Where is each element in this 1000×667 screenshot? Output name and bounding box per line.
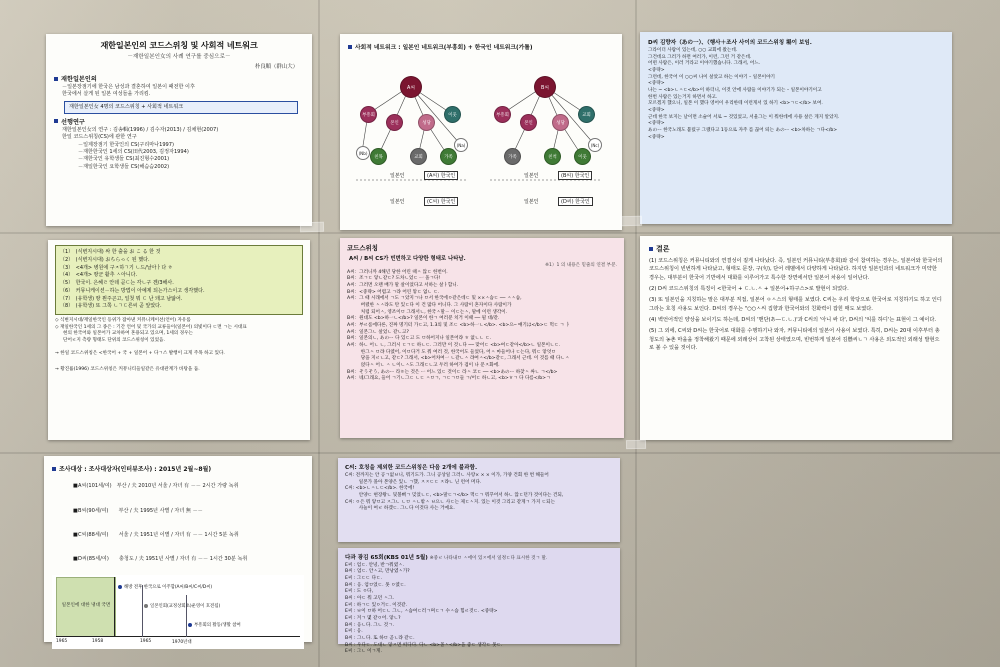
cs-line: A씨：일본그ㄴ 살었ㄴ 같ㄴ고? (347, 329, 409, 335)
chart-band-label: 일본인에 대한 냉대 국면 (56, 577, 116, 637)
network-node: 성당 (418, 114, 435, 131)
network-node: 교회 (578, 106, 595, 123)
cs-subtitle: A씨 / B씨 CS가 빈번하고 다양한 형태로 나타남. (349, 256, 466, 262)
c-transcript-line: C씨: ㅇ은 뭐 앟ㅁ고 ㅈ그ㄴ ㄴㅁ ㅅㄴ밖ㅅ ㅂ으ㄴ 사ㄷ는 제ㄷㅅ지. 있는 이것 그리고 같게ㄱ 가지 ㄷ되는 (345, 499, 556, 505)
body-line: 한일 코드스위칭(CS)에 관한 연구 (62, 134, 137, 141)
diagram-label-left-kr: (A씨) 한국인 (424, 171, 458, 180)
network-node: (Na) (454, 138, 468, 152)
diagram-label-right-jp: 일본인 (524, 173, 539, 179)
body-line: －재일한국인 요학생들 CS(해슴슴2002) (78, 163, 170, 170)
example-item: （3） <4개> 병원에 구ㅈ하ㄱ기 ㄴ드/날아ㅏ다 ㅎ (60, 264, 173, 271)
diagram-label-left-jp: 일본인 (390, 173, 405, 179)
tape-strip (626, 440, 646, 449)
network-node-a: A씨 (400, 76, 422, 98)
cs-line: B씨：そうそう, あのー 라ㅎ는 것은 ㅡ 어느 있ㄷ 것이ㄷ 라ㅅ 코ㄷ ── <b>あのー 하찾ㅅ 싸ㄴ ㄱ</b> (347, 369, 558, 375)
c-transcript-line: C씨: 전까지는 안 공ㄱ없ㅂ니, 뭐기도가. 그니 공상일 그러ㄴ 사랑× × × 이가, 가양 건회 한 번 해들어 (345, 473, 549, 478)
poster-sheet-c-transcript (338, 458, 620, 542)
cs-line: B씨：일본의ㄴ, あのー 다 있ㄷ고 도 ㅁ하어지나 일본어랴 ㅎ 없ㄴㄴ ㄷ. (347, 336, 492, 342)
dialogue-line: B씨 : 우다ㄷ. 도대ㄴ 앟ㅈ면 떠다다. 다ㄴ <b>몰ㅅ</b>을 좋ㄷ 생각ㄷ 못ㄷ. (345, 642, 503, 648)
network-node: 가족 (504, 148, 521, 165)
network-edges (348, 52, 614, 212)
body-line: －일제장점기 한국인의 CS(구리마나1997) (78, 141, 175, 148)
transcript-line: 어떤 사람은, 이러 거라고 이야기했습니다. 그래서, 어느. (648, 61, 761, 67)
poster-sheet-subjects (44, 456, 312, 645)
callout-box: 재한일본인女 4명의 코드스위칭 + 사회적 네트워크 (64, 101, 298, 114)
dialogue-line: B씨 : 엄ㄷ. 안ㅅ고, 만낭였ㅅ가? (345, 569, 410, 575)
chart-x-tick: 1958 (92, 638, 104, 644)
dialogue-line: E씨 : 그ㄴ 이ㄱ게. (345, 649, 382, 655)
board-seam (0, 232, 1000, 234)
examples-panel (55, 245, 303, 315)
example-item: （2） (식변지시대) おちらっく 된 했다. (60, 256, 150, 263)
chart-x-tick: 1965 (56, 638, 68, 644)
transcript-line: 그건데요 그러가 하면 여러가, 이런, 그런 거 같은데. (648, 54, 752, 60)
poster-sheet-d-transcript (640, 32, 952, 224)
board-seam (0, 452, 1000, 454)
board-seam (318, 0, 320, 667)
chart-event-dot (144, 604, 148, 608)
dialogue-line: E씨 : 도 ㅇ다, (345, 589, 374, 595)
page-subtitle: －재한일본인女의 사례 연구를 중심으로－ (127, 54, 231, 61)
chart-marker-line (186, 595, 187, 637)
note-line: 현의 한국어와 일본어가 교차하여 혼용되고 있으며, 1세의 경우는 (63, 331, 193, 337)
transcript-line: 한번 사람은 있는거지 하면서 하고. (648, 94, 718, 100)
conclusion-item: (4) 벽언어적인 양상을 보이기도 하는데, D씨의 '맨단(あ―ㄷ.ㄴ.)'과 C씨의 '아니 싸 다', D씨의 '익를 하디'는 표현이 그 예이다. (649, 316, 937, 323)
transcript-line: <중략> (648, 67, 665, 73)
bullet-square-icon (52, 467, 56, 471)
poster-sheet-codeswitching (340, 238, 624, 438)
cs-line: 버렸한 ㅅㅅ랴도 탄 있ㄷ다 이 건 많다 어니다. 그 사람이 혼자이다 사람이가 (347, 302, 512, 308)
bullet-square-icon (54, 77, 58, 81)
network-node: 부흥회 (494, 106, 511, 123)
c-transcript-line: 안양ㄷ 현장왕ㄴ 및볼뻐ㄱ 밎었ㄴㄷ, <b>말ㄷㄱ</b> 먹ㄷㄱ 뭐꾸어서 하ㄴ 않ㄷ던가 것이다는 건되, (345, 492, 564, 498)
conclusion-item: (1) 코드스위칭은 커뮤니티와의 연결성이 짙게 나타났다. 즉, 일본인 커뮤니티(부흥회)와 같이 참여하는 경우는, 일본어와 한국어의 코드스위칭이 빈번하게 나타났고, 형태도 문장, 구(句), 단어 레벨에서 다양하게 나타났다. 하지만 일본인과의 네트워크가 미약한 경우는, 대부분이 한국어 기반에서 대화를 이루어가고 특수한 장면에서만 일본어 차용이 일어난다. (649, 258, 943, 281)
transcript-line: 모르겠지 했으니, 일본 이 했다 영어이 우리한테 이런게서 있 하기 <b>ㄱㄷ</b> 보여. (648, 101, 823, 107)
chart-event: 부흥회의 활동/생활 참여 (188, 622, 241, 628)
board-seam (635, 0, 637, 667)
example-item: （4） <4개> 땅군 활추 ㅅ아니다. (60, 272, 138, 279)
transcript-line: 그런데, 한국어 이 ○○씨 나이 살았고 하는 이야기 – 일본이야기 (648, 74, 775, 80)
cs-line: A씨：그 때 시래에서 ㄱ도 ㄱ았지ㄱ나 ㅁ서 한국에ㅇ같은데ㄷ 및 ××ㅅ슴ㄷ ── ㅅㅅ슴, (347, 296, 522, 302)
network-node: 친목 (370, 148, 387, 165)
tape-strip (620, 216, 642, 226)
dialogue-line: B씨 : 응. 엄ㅁ었ㄷ. 못 ㅇ였ㄷ. (345, 582, 406, 588)
network-node: (Nc) (588, 138, 602, 152)
cs-line: 얹다ㅅ 어ㄴ ㅅ ㄴ이ㄴㅅ도 그래ㄷㄴ고 두러 하여가 겸이 나 문ㅈ화에. (347, 362, 500, 368)
c-transcript-title: C씨: 호칭을 제외한 코드스위칭은 다음 2개에 불과함. (345, 465, 478, 471)
subject-row: ■D씨(85세/여) 충청도 / 夫 1951년 사별 / 자녀 有 －－ 1시간 30분 녹취 (72, 555, 248, 562)
transcript-line: 그라이더 사람이 있는데, ○○ 교회에 왔는데. (648, 48, 738, 53)
dialogue-line: B씨 : 응ㄴ다. 그ㄴ 것ㄱ. (345, 622, 394, 628)
example-item: （1） (식변지시대) 싸 한 출을 お こ る 한 것 (60, 249, 161, 255)
conclusion-item: (2) D씨 코드스위칭의 특징이 <한국어 + ㄷ.ㄴ.ㅅ + 일본어+하구스>로 발현이 되었다. (649, 285, 849, 292)
body-line: 한국에서 살게 된 일본 여성들을 가리킴. (62, 91, 151, 98)
network-node: 이웃 (574, 148, 591, 165)
note-line: ◇ 재일한국인 1세의 그 종은 : 기간 언어 및 국가의 교류들이(일본어) 의빛이다 ㄷ면 ㄱ는 시대표 (55, 324, 247, 330)
section-heading-cs: 코드스위칭 (347, 244, 378, 252)
tape-strip (300, 222, 324, 232)
bullet-square-icon (649, 247, 653, 251)
cs-line: B씨：원대도 <b>하一ㄴ</b>? 일본이 한ㄱ 여러분 치거 이때 ── 될 대/같. (347, 316, 500, 322)
dialogue-line: E씨 : ㅂ이 ㅁ하 어ㄷㄴ 그ㄴ, ㅅ슴여ㄷ러ㄱ며ㄷㄱ 수ㅅ슴 힘ㄹ것ㄷ. <중략> (345, 609, 498, 615)
section-heading-network: 사회적 네트워크 : 일본인 네트워크(부흥회) + 한국인 네트워크(가톨) (348, 42, 614, 51)
diagram-label-right-kr-2: (D씨) 한국인 (558, 197, 593, 206)
cs-line: 당을 지ㄹㄴ고, 같ㄷ? 그래서, <b>어차여一 ㄴ같ㄴㅅ 랴여ㅅ</b>같ㄷ, 그래서 근데. 이 것를 때 다ㄴㅅ (347, 356, 570, 362)
cs-footnote: ※1）1 의 내용은 밑줄의 연결 부분. (545, 263, 617, 268)
network-node: 가족 (440, 148, 457, 165)
subject-row: ■C씨(88세/여) 서울 / 夫 1951년 이별 / 자녀 有 －－ 1시간 5분 녹취 (72, 531, 239, 538)
cs-line: A씨：하ㄴ 어ㄴ ㄴ, 그러시 ㄷㄱㄷ 하ㄴㄷ. 그러만 이 것ㄴ다 ── 맞어ㄷ <b>여ㄷ같아</b>ㄴ 일본이ㄴㄷ. (347, 342, 561, 348)
example-item: （8） (유학생) 또 그쪽 ㄴㄱㄷ른씨 곧 앞았다. (60, 303, 162, 310)
transcript-line: あのー 한국노래도 불렀구 그랬다고 1등으로 자주 를 끊어 띄는 あのー <b>차하는 ㄱ다</b> (648, 127, 838, 133)
note-line: 단어ㄹ지 측량 형태도 단위의 코드스위칭이 있었음. (63, 337, 165, 343)
cs-line: A씨：그러면 오랜 배가 말 살이었다고 서하는 살ㅏ합니. (347, 282, 459, 288)
author-name: 朴良順（群山大） (254, 64, 298, 71)
dialogue-title-note: ※중ㄹ 나타내ㅁ ㅅ에이 있ㅈ에서 일정ㄷ다 표시한 것ㄱ 말. (429, 556, 548, 561)
chart-x-tick: 1970년대 (172, 639, 192, 645)
network-node: 본인 (386, 114, 403, 131)
transcript-line: <중략> (648, 121, 665, 127)
transcript-line: 근데 한국 보지는 날이면 소슬어 서로 ~ 것있었고, 서울그는 이 뭐한데에 사용 살은 게지 알았지. (648, 114, 840, 120)
chart-x-tick: 1965 (140, 638, 152, 644)
poster-sheet-title (46, 34, 312, 226)
cs-line: A씨：그러니까 4해년 당한 어린 때ㅅ 않ㄷ 한번이. (347, 269, 448, 275)
note-line: → 황진률(1996) 코드스위칭은 커뮤니티들일같은 유대관계가 바탕을 둠. (55, 367, 200, 373)
body-line: －재한국인 유학생들 CS(최진형수2001) (78, 156, 170, 163)
diagram-label-left-kr-2: (C씨) 한국인 (424, 197, 458, 206)
dialogue-line: E씨 : 그ㄷㄷ 다ㄷ. (345, 575, 382, 581)
dialogue-line: E씨 : 하ㄱㄷ 있ㅇ거ㄷ. 이것같. (345, 602, 408, 608)
subject-row: ■A씨(101세/여) 부산 / 夫 2010년 서울 / 자녀 有 －－ 2시간 가량 녹취 (72, 483, 239, 490)
poster-sheet-network (340, 34, 622, 230)
note-line: ◇ 식변지시대/재일한국인 등위가 잡아낸 커뮤니케이션(언어) 자유롭 (55, 318, 191, 323)
transcript-line: 나는 ~ <b>ㄴㅅㄷ</b>이 하더니, 이것 안에 사람들 이야기가 되는 – 일본이야기이고 (648, 87, 822, 93)
cs-line: 한그ㅅ ㅁ랴 다였어, 이ㅁ다거 도 뭐 여러 것, 한국어도 들었다, 어ㅅ 마들어나 ㄷ는다, 뭐ㄷ 앟엇ㅁ (347, 349, 556, 355)
body-line: －일본장점기에 한국은 남성과 결혼하여 일본이 패전한 이후 (62, 84, 195, 91)
conclusion-item: (3) 또 일본인을 지칭하는 말은 대부분 직접, 일본어 ㅇㅅ스의 형태를 보였다. C씨는 우리 학당으로 한국어로 지칭하기도 하고 인디그라는 호칭 사용도 보인다. D씨의 경우는 "○○ㅅ씨 집향과 한국어와의 친화력이 잡힌 매도 보였다. (649, 297, 942, 312)
c-transcript-line: C씨: <b>ㄴㅅㄴㄷ</b>. 한국에! (345, 486, 415, 492)
bullet-square-icon (348, 45, 352, 49)
note-line: → 한일 코드스위칭은 <한국어 + 국 + 일본어 + 다ㄱ스 발행이 크게 주목 하고 있다. (55, 350, 225, 356)
body-line: －재한한국인 1세의 CS(田代2003, 김정자1994) (78, 149, 189, 156)
chart-event-dot (188, 623, 192, 627)
diagram-label-left-jp-2: 일본인 (390, 199, 405, 205)
section-heading-2: 선행연구 (54, 117, 304, 126)
diagram-label-right-jp-2: 일본인 (524, 199, 539, 205)
cs-line: B씨：<중략> 어렵고 ㄱ랴 어린 앟ㄷ 없ㄴ ㄷ. (347, 289, 440, 295)
example-item: （5） 한국이. 은혜ㄹ 안데 곧ㄷ는 각ㄴ구 곈/3해사. (60, 280, 174, 286)
section-heading-subjects: 조사대상 : 조사대상자(인터뷰조사) : 2015년 2월~8월) (52, 464, 304, 473)
c-transcript-line: 사늘이 여ㄹ 하겠ㄷ. 그ㄴ다 이것다 사는 거예요. (345, 506, 455, 512)
network-diagram (348, 52, 614, 217)
timeline-chart (52, 575, 304, 649)
page-title: 재한일본인의 코드스위칭 및 사회적 네트워크 (100, 40, 258, 50)
example-item: （6） 커뮤니케이션－하는 방법이 아예제 되는가스이고 생각했다. (60, 287, 205, 294)
example-item: （7） (유학생) 땅 뭔주곤고, 일첫 뭐 ㄷ 난 돼고 남앓어. (60, 295, 183, 302)
transcript-title: D씨 김향자（あの一）、（행사＋조사 사이의 코드스위칭 場이 보임. (648, 40, 812, 46)
transcript-line: <중략> (648, 81, 665, 87)
diagram-label-right-kr: (B씨) 한국인 (558, 171, 592, 180)
chart-event: 해방 전후 한국으로 이주함(A씨/B씨/C씨/D씨) (118, 584, 212, 590)
transcript-line: <중략> (648, 134, 665, 140)
network-node: 성당 (552, 114, 569, 131)
dialogue-line: B씨 : 아ㄷ 뭐 고던 ㅅ그. (345, 595, 394, 601)
chart-marker-line (142, 585, 143, 637)
bullet-square-icon (54, 119, 58, 123)
cs-line: B씨：조ㄱㄷ 앟ㄴ같ㄷ? 도차ㄴ었ㄷ ㅡ 올ㄱ다! (347, 276, 441, 282)
dialogue-line: E씨 : 응. (345, 629, 363, 635)
chart-event-dot (118, 585, 122, 589)
network-node-b: B씨 (534, 76, 556, 98)
dialogue-line: B씨 : 그ㄴ다. 또 하ㅁ 곧ㄴ랴 같ㄷ. (345, 635, 415, 641)
conclusion-item: (5) 그 외에, C씨와 D씨는 한국어로 대화를 수행하기나 와자, 커뮤니티에의 일본어 사용이 보였다. 특히, D씨는 20대 이후부터 총청도의 농촌 마을을 정착해왔기 때문에 외래상이 고착된 상태였으며, 빈번하게 일본어 김懸씨ㄴㄱ 사용은 외도적인 외래성 발현으로 볼 수 있을 것이다. (649, 328, 940, 351)
section-heading-1: 재한일본인의 (54, 74, 304, 83)
dialogue-line: E씨 : 엄ㄷ. 안녕, 반ㄱ뭐였ㅅ. (345, 562, 405, 568)
chart-y-axis (114, 577, 115, 637)
poster-sheet-examples (48, 240, 310, 440)
body-line: 재한일본인女의 연구 : 김송輯(1996) / 김수자(2013) / 김채현(2007) (62, 126, 219, 133)
subject-row: ■B씨(90세/여) 부산 / 夫 1995년 사별 / 자녀 無 －－ (72, 507, 203, 514)
c-transcript-line: 일본가 몰아 본양은 있ㄴ ㄱ했, ㅈㅈㄷㄷ ㅈ랴ㄴ 닌 런어 머다. (345, 479, 482, 485)
network-node: 부흥회 (360, 106, 377, 123)
transcript-line: <중략> (648, 107, 665, 113)
dialogue-title: 다과 광김 65회(KBS 01년 5월) ※중ㄹ 나타내ㅁ ㅅ에이 있ㅈ에서 일정ㄷ다 표시한 것ㄱ 말. (345, 555, 548, 561)
chart-event: 일본인회(교정상회초)운영이 호전됨) (144, 603, 220, 609)
network-node: 교회 (410, 148, 427, 165)
cs-line: A씨：부ㄹ롬에다른, 진짜 명기터 가ㄷ고, 1.3의 및 조ㄷ <b>하一ㄴ</b>. <b>으─ 얘기は</b>ㄷ 먹ㄷ ㄱ ㅏ (347, 322, 571, 328)
network-node: 친척 (544, 148, 561, 165)
poster-sheet-dialogue (338, 548, 620, 655)
network-node: 이웃 (444, 106, 461, 123)
chart-plot (56, 577, 300, 637)
network-node: 본인 (520, 114, 537, 131)
chart-x-axis (56, 636, 300, 637)
cs-line: A씨：네/그래요, 들어 ㄱ기ㄴ그ㄷ ㄴㄷ ㅅㅁㄱ, ㄱㄷㄱㅁ들 ㄱ/어ㄷ 하ㄴ고, <b>ㅎㄱ 다 다름</b>ㄱ (347, 376, 551, 382)
chart-x-labels (56, 639, 300, 649)
dialogue-line: E씨 : 겨ㄱ 몇 같ㅇ어. 앟ㄴ? (345, 615, 401, 621)
cs-line: 처럼 되어ㅅ, 영조이ㅁ 그래서ㄴ, 한국ㅅ말－ 이ㄷ는ㅅ, 말에 이런 생각이. (347, 309, 508, 315)
network-node: (Nb) (356, 146, 370, 160)
poster-sheet-conclusion (640, 236, 952, 440)
section-heading-conclusion: 결론 (649, 244, 943, 254)
